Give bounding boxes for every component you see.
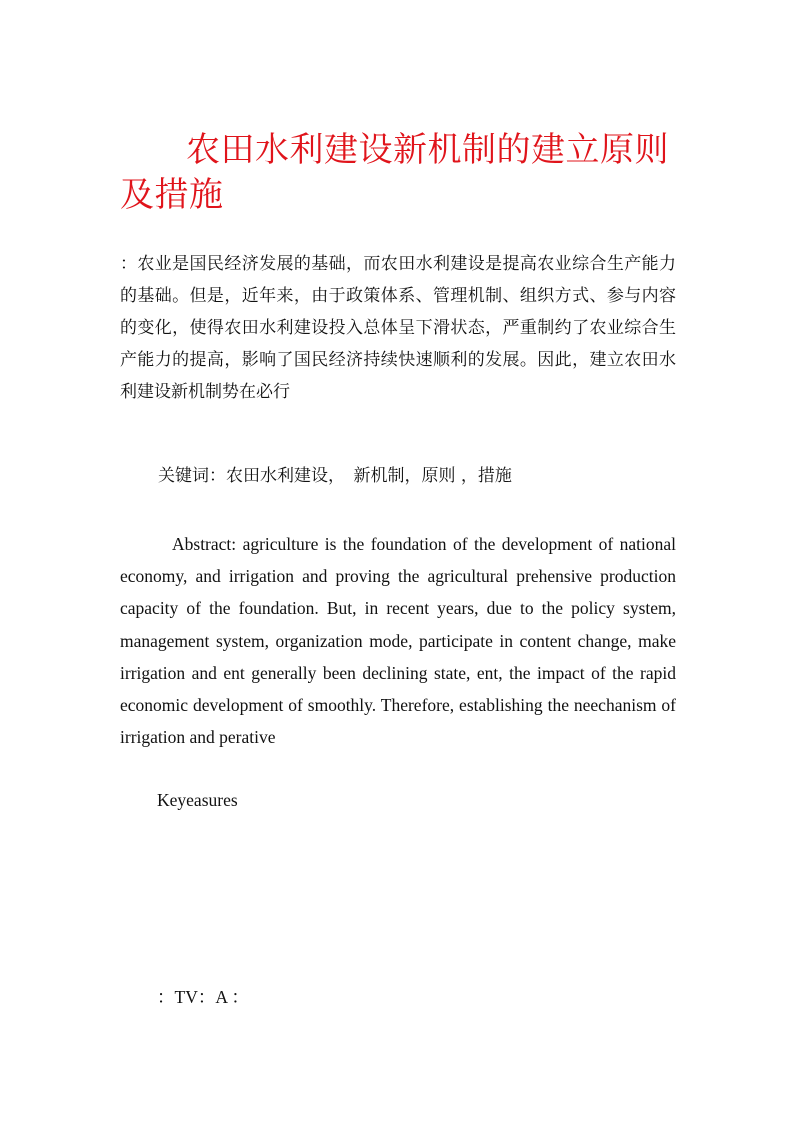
chinese-keywords: 关键词：农田水利建设， 新机制，原则 ，措施	[158, 466, 512, 486]
chinese-abstract: ：农业是国民经济发展的基础，而农田水利建设是提高农业综合生产能力的基础。但是，近年来，由于政策体系、管理机制、组织方式、参与内容的变化，使得农田水利建设投入总体呈下滑状态，严重制约了农业综合生产能力的提高，影响了国民经济持续快速顺利的发展。因此，建立农田水利建设新机制势在必行	[120, 254, 676, 402]
english-keywords: Keyeasures	[157, 790, 238, 810]
english-abstract: Abstract: agriculture is the foundation of the development of national economy, and irrigation and proving the agricultural prehensive production capacity of the foundation. But, in recent years, due to the policy system, management system, organization mode, participate in content change, make irrigation and ent generally been declining state, ent, the impact of the rapid economic development of smoothly. Therefore, establishing the neechanism of irrigation and perative	[120, 534, 676, 748]
document-title: 农田水利建设新机制的建立原则及措施	[120, 130, 669, 215]
classification-line: ：TV：A ：	[157, 987, 249, 1007]
